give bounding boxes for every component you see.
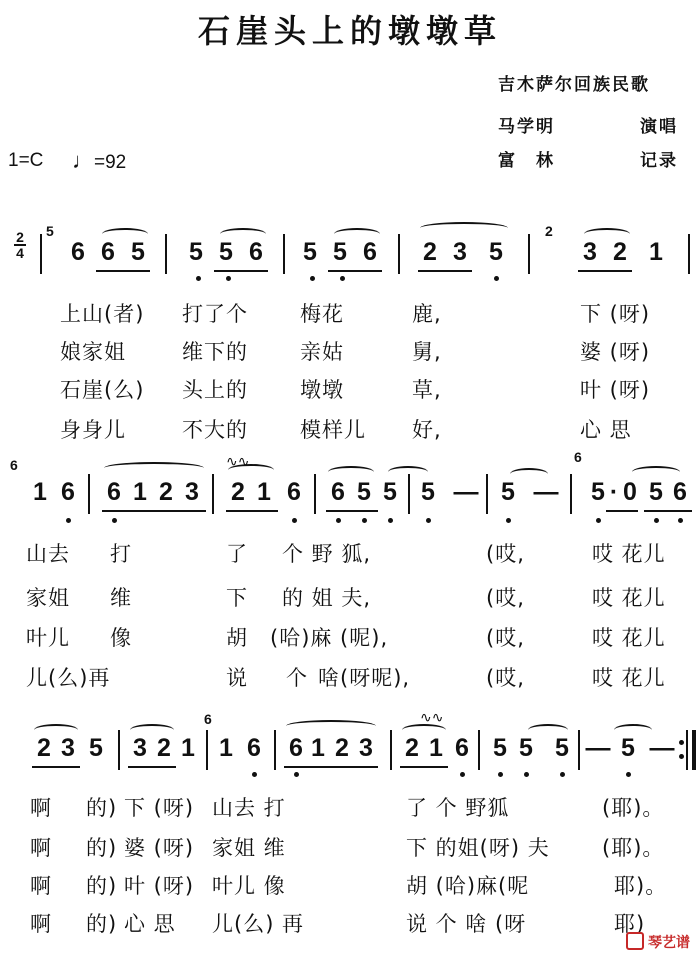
note: 5 — [333, 238, 347, 266]
note: 0 — [623, 478, 637, 506]
lyric: 舅, — [412, 340, 442, 364]
lyric: 个 野 狐, — [282, 542, 372, 566]
barline — [408, 474, 410, 514]
final-repeat-barline-thick — [692, 730, 696, 770]
meter-change-five: 5 — [46, 223, 54, 239]
note: 6 — [71, 238, 85, 266]
note: 6 — [61, 478, 75, 506]
barline — [40, 234, 42, 274]
note: 2 — [157, 734, 171, 762]
underline-beam — [328, 270, 382, 272]
barline — [212, 474, 214, 514]
slur — [328, 466, 374, 478]
tempo-marking: ♩=92 — [72, 148, 127, 173]
lyric: 的) — [86, 912, 118, 936]
trill-ornament-icon: ∿∿ — [420, 710, 444, 726]
note: 6 — [455, 734, 469, 762]
low-octave-dot — [460, 772, 465, 777]
lyric: 的 姐 夫, — [282, 586, 372, 610]
note: 1 — [181, 734, 195, 762]
low-octave-dot — [560, 772, 565, 777]
lyric: 模样儿 — [300, 418, 366, 442]
slur — [104, 462, 204, 474]
note: 5 — [421, 478, 435, 506]
lyric: 个 — [286, 666, 308, 690]
note: 2 — [231, 478, 245, 506]
lyric: 胡 (哈)麻(呢 — [406, 874, 530, 898]
low-octave-dot — [388, 518, 393, 523]
note: 3 — [185, 478, 199, 506]
lyric: 的) — [86, 836, 118, 860]
lyric: 耶)。 — [614, 874, 668, 898]
barline — [528, 234, 530, 274]
note: 6 — [247, 734, 261, 762]
lyric: 梅花 — [300, 302, 344, 326]
qinyipu-logo-icon — [626, 932, 644, 950]
barline — [165, 234, 167, 274]
note: 6 — [101, 238, 115, 266]
barline — [206, 730, 208, 770]
note: 2 — [423, 238, 437, 266]
note: 2 — [335, 734, 349, 762]
final-repeat-barline — [686, 730, 688, 770]
lyric: 下 的姐(呀) 夫 — [406, 836, 550, 860]
trill-ornament-icon: ∿∿ — [226, 454, 250, 470]
slur — [130, 724, 174, 736]
lyric: 啊 — [30, 796, 52, 820]
note: 3 — [61, 734, 75, 762]
low-octave-dot — [294, 772, 299, 777]
lyric: 不大的 — [182, 418, 248, 442]
lyric: 叶 (呀) — [580, 378, 651, 402]
low-octave-dot — [336, 518, 341, 523]
note: 1 — [649, 238, 663, 266]
note: 1 — [311, 734, 325, 762]
lyric: 啥(呀呢), — [318, 666, 411, 690]
note: 3 — [583, 238, 597, 266]
page-title: 石崖头上的墩墩草 — [197, 12, 502, 50]
repeat-dot — [679, 754, 684, 759]
lyric: 下 (呀) — [580, 302, 651, 326]
barline — [314, 474, 316, 514]
lyric: 维下的 — [182, 340, 248, 364]
low-octave-dot — [196, 276, 201, 281]
lyric: (哎, — [486, 542, 525, 566]
meter-change-six: 6 — [204, 711, 212, 727]
barline — [578, 730, 580, 770]
underline-beam — [578, 270, 632, 272]
note: 1 — [257, 478, 271, 506]
lyric: 了 — [226, 542, 248, 566]
note: 6 — [249, 238, 263, 266]
lyric: 的) — [86, 874, 118, 898]
low-octave-dot — [362, 518, 367, 523]
lyric: 石崖(么) — [60, 378, 145, 402]
lyric: 墩墩 — [300, 378, 344, 402]
underline-beam — [214, 270, 268, 272]
lyric: 叶儿 — [26, 626, 70, 650]
underline-beam — [418, 270, 472, 272]
underline-beam — [102, 510, 206, 512]
note: 3 — [133, 734, 147, 762]
lyric: 山去 — [26, 542, 70, 566]
low-octave-dot — [498, 772, 503, 777]
lyric: 山去 打 — [212, 796, 286, 820]
origin-credit: 吉木萨尔回族民歌 — [498, 75, 650, 95]
tie — [528, 724, 568, 736]
lyric: 哎 花儿 — [592, 586, 666, 610]
barline — [398, 234, 400, 274]
low-octave-dot — [506, 518, 511, 523]
note: 3 — [453, 238, 467, 266]
note: 5 — [89, 734, 103, 762]
meter-change-six: 6 — [574, 449, 582, 465]
note: — — [533, 478, 559, 506]
barline — [688, 234, 690, 274]
underline-beam — [644, 510, 692, 512]
barline — [570, 474, 572, 514]
lyric: 好, — [412, 418, 442, 442]
low-octave-dot — [626, 772, 631, 777]
lyric: 下 (呀) — [124, 796, 195, 820]
meter-change-six: 6 — [10, 457, 18, 473]
low-octave-dot — [524, 772, 529, 777]
lyric: (哎, — [486, 586, 525, 610]
barline — [118, 730, 120, 770]
note: — — [453, 478, 479, 506]
underline-beam — [96, 270, 150, 272]
lyric: 身身儿 — [60, 418, 126, 442]
lyric: (耶)。 — [602, 836, 665, 860]
lyric: 心 思 — [124, 912, 176, 936]
lyric: (哎, — [486, 666, 525, 690]
lyric: (哈)麻 (呢), — [270, 626, 389, 650]
lyric: 啊 — [30, 912, 52, 936]
singer-role: 演唱 — [640, 117, 678, 137]
barline — [486, 474, 488, 514]
lyric: 婆 (呀) — [580, 340, 651, 364]
lyric: 婆 (呀) — [124, 836, 195, 860]
low-octave-dot — [66, 518, 71, 523]
note: 5 — [621, 734, 635, 762]
slur — [102, 228, 148, 240]
note: 6 — [331, 478, 345, 506]
note: 1 — [219, 734, 233, 762]
lyric: (耶)。 — [602, 796, 665, 820]
low-octave-dot — [226, 276, 231, 281]
lyric: 家姐 — [26, 586, 70, 610]
lyric: 耶) — [614, 912, 646, 936]
underline-beam — [326, 510, 378, 512]
note: 6 — [673, 478, 687, 506]
lyric: 叶 (呀) — [124, 874, 195, 898]
note: 6 — [289, 734, 303, 762]
barline — [478, 730, 480, 770]
note: 6 — [107, 478, 121, 506]
note: 5 — [131, 238, 145, 266]
underline-beam — [32, 766, 80, 768]
lyric: 说 — [226, 666, 248, 690]
time-signature-start: 2 4 — [14, 230, 26, 260]
note: 2 — [613, 238, 627, 266]
tie — [614, 724, 652, 736]
underline-beam — [226, 510, 278, 512]
meter-change-two: 2 — [545, 223, 553, 239]
lyric: 上山(者) — [60, 302, 145, 326]
low-octave-dot — [596, 518, 601, 523]
note: 5 — [555, 734, 569, 762]
singer-name: 马学明 — [498, 117, 555, 137]
lyric: 胡 — [226, 626, 248, 650]
lyric: 打 — [110, 542, 132, 566]
slur — [584, 228, 630, 240]
note: 5 — [303, 238, 317, 266]
lyric: 娘家姐 — [60, 340, 126, 364]
note: 1 — [133, 478, 147, 506]
lyric: 哎 花儿 — [592, 542, 666, 566]
barline — [390, 730, 392, 770]
note: 2 — [159, 478, 173, 506]
lyric: 的) — [86, 796, 118, 820]
low-octave-dot — [426, 518, 431, 523]
lyric: 叶儿 像 — [212, 874, 286, 898]
note: 5 — [591, 478, 605, 506]
note: 5 — [489, 238, 503, 266]
site-watermark: 琴艺谱 — [626, 932, 690, 952]
low-octave-dot — [494, 276, 499, 281]
slur — [286, 720, 376, 732]
low-octave-dot — [340, 276, 345, 281]
quarter-note-icon: ♩ — [72, 148, 94, 173]
note: 1 — [33, 478, 47, 506]
lyric: 儿(么)再 — [26, 666, 111, 690]
underline-beam — [128, 766, 176, 768]
slur — [334, 228, 380, 240]
lyric: 打了个 — [182, 302, 248, 326]
lyric: 啊 — [30, 836, 52, 860]
note: — — [649, 734, 675, 762]
underline-beam — [284, 766, 378, 768]
key-signature: 1=C — [8, 150, 44, 171]
low-octave-dot — [112, 518, 117, 523]
tie — [388, 466, 428, 478]
recorder-name: 富 林 — [498, 151, 555, 171]
lyric: 说 个 啥 (呀 — [406, 912, 527, 936]
lyric: 了 个 野狐 — [406, 796, 510, 820]
lyric: 像 — [110, 626, 132, 650]
lyric: 儿(么) 再 — [212, 912, 305, 936]
barline — [88, 474, 90, 514]
slur — [34, 724, 78, 736]
lyric: 草, — [412, 378, 442, 402]
note: 3 — [359, 734, 373, 762]
note: 6 — [363, 238, 377, 266]
note: 6 — [287, 478, 301, 506]
slur — [632, 466, 680, 478]
underline-beam — [606, 510, 638, 512]
repeat-dot — [679, 740, 684, 745]
lyric: (哎, — [486, 626, 525, 650]
lyric: 哎 花儿 — [592, 666, 666, 690]
lyric: 啊 — [30, 874, 52, 898]
lyric: 亲姑 — [300, 340, 344, 364]
low-octave-dot — [654, 518, 659, 523]
lyric: 鹿, — [412, 302, 442, 326]
note: · — [609, 478, 619, 506]
barline — [274, 730, 276, 770]
lyric: 心 思 — [580, 418, 632, 442]
note: — — [585, 734, 611, 762]
note: 5 — [649, 478, 663, 506]
tie — [510, 468, 548, 480]
note: 5 — [383, 478, 397, 506]
barline — [283, 234, 285, 274]
low-octave-dot — [292, 518, 297, 523]
note: 5 — [357, 478, 371, 506]
underline-beam — [400, 766, 448, 768]
slur — [220, 228, 266, 240]
lyric: 维 — [110, 586, 132, 610]
low-octave-dot — [252, 772, 257, 777]
note: 5 — [501, 478, 515, 506]
lyric: 哎 花儿 — [592, 626, 666, 650]
recorder-role: 记录 — [640, 151, 678, 171]
note: 5 — [493, 734, 507, 762]
lyric: 家姐 维 — [212, 836, 286, 860]
slur — [420, 222, 508, 234]
note: 2 — [405, 734, 419, 762]
note: 2 — [37, 734, 51, 762]
note: 1 — [429, 734, 443, 762]
note: 5 — [189, 238, 203, 266]
note: 5 — [519, 734, 533, 762]
low-octave-dot — [678, 518, 683, 523]
low-octave-dot — [310, 276, 315, 281]
note: 5 — [219, 238, 233, 266]
lyric: 下 — [226, 586, 248, 610]
lyric: 头上的 — [182, 378, 248, 402]
